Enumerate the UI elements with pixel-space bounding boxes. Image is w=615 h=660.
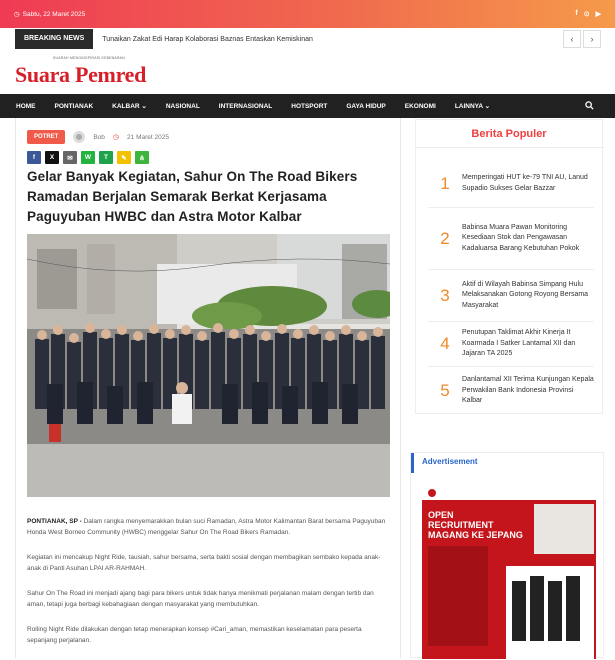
article-photo [27,234,390,497]
nav-kalbar[interactable]: KALBAR ⌄ [112,103,147,110]
logo-text: Suara Pemred [15,62,147,87]
author-name[interactable]: Bob [93,133,105,141]
popular-item[interactable]: 1 Memperingati HUT ke-79 TNI AU, Lanud Supadio Sukses Gelar Bazzar [428,160,594,208]
popular-news-title: Berita Populer [471,128,547,140]
advertisement-banner[interactable]: OPEN RECRUITMENT MAGANG KE JEPANG [422,486,596,659]
top-bar [0,0,615,28]
whatsapp-share-icon[interactable]: W [81,151,95,164]
article-meta [27,130,169,144]
search-icon[interactable] [585,101,594,112]
paragraph-4: Rolling Night Ride dilakukan dengan tetap menerapkan konsep #Cari_aman, memastikan keselamatan para peserta sepanjang perjalanan. [27,626,362,644]
nav-internasional[interactable]: INTERNASIONAL [218,102,273,110]
nav-pontianak[interactable]: PONTIANAK [54,102,94,110]
nav-gaya-hidup[interactable]: GAYA HIDUP [346,102,386,110]
popular-item[interactable]: 5 Danlantamal XII Terima Kunjungan Kepala Perwakilan Bank Indonesia Provinsi Kalbar [440,376,594,405]
facebook-share-icon[interactable]: f [27,151,41,164]
nav-nasional[interactable]: NASIONAL [165,102,200,110]
category-badge[interactable]: POTRET [27,130,65,144]
dateline: PONTIANAK, SP - [27,518,82,525]
x-share-icon[interactable]: X [45,151,59,164]
author-avatar [73,131,85,143]
advertisement-widget [410,452,604,658]
breaking-news-headline[interactable]: Tunaikan Zakat Edi Harap Kolaborasi Baznas Entaskan Kemiskinan [102,35,313,43]
paragraph-3: Sahur On The Road ini menjadi ajang bagi para bikers untuk tidak hanya menikmati perjalanan malam dengan tertib dan aman, tetapi juga berbagi kebahagiaan dengan masyarakat yang membutuhkan. [27,590,374,608]
youtube-icon[interactable]: ▶ [595,11,601,18]
email-share-icon[interactable]: ✉ [63,151,77,164]
main-navigation [0,94,615,118]
nav-home[interactable]: HOME [16,102,36,110]
paragraph-1: PONTIANAK, SP - Dalam rangka menyemarakkan bulan suci Ramadan, Astra Motor Kalimantan Barat bersama Paguyuban Honda West Borneo Community (HWBC) menggelar Sahur On The Road Bikers Ramadan. [27,518,386,536]
facebook-icon[interactable]: f [575,10,578,17]
article-title: Gelar Banyak Kegiatan, Sahur On The Road Bikers Ramadan Berjalan Semarak Berkat Kerjasama Paguyuban HWBC dan Astra Motor Kalbar [27,169,358,224]
instagram-icon[interactable]: ⊙ [583,11,590,18]
share-buttons [27,151,149,164]
popular-item[interactable]: 3 Aktif di Wilayah Babinsa Simpang Hulu Melaksanakan Gotong Royong Bersama Masyarakat [428,270,594,322]
clock-icon: ◷ [112,134,120,141]
popular-item[interactable]: 4 Penutupan Taklimat Akhir Kinerja It Koarmada I Satker Lantamal XII dan Jajaran TA 2025 [428,322,594,367]
breaking-news-label: BREAKING NEWS [15,29,93,49]
advertisement-label: Advertisement [411,453,605,473]
paragraph-2: Kegiatan ini mencakup Night Ride, tausiah, sahur bersama, serta bakti sosial dengan membagikan sembako kepada anak-anak di Panti Asuhan LPAI AR-RAHMAH. [27,554,381,572]
article-date: 21 Maret 2025 [127,133,169,141]
content-divider-left [15,118,16,658]
breaking-news-bar [15,29,601,49]
next-arrow-icon[interactable]: › [583,30,601,48]
logo-tagline: SUARAH MENGINSPIRASI KEBENARAN [53,56,125,60]
copy-share-icon[interactable]: ✎ [117,151,131,164]
clock-icon: ◷ [14,11,20,18]
more-share-icon[interactable]: ⋔ [135,151,149,164]
nav-ekonomi[interactable]: EKONOMI [404,102,436,110]
line-share-icon[interactable]: T [99,151,113,164]
social-links [575,10,601,18]
article-body [27,516,391,660]
prev-arrow-icon[interactable]: ‹ [563,30,581,48]
nav-lainnya[interactable]: LAINNYA ⌄ [454,103,491,110]
popular-item[interactable]: 2 Babinsa Muara Pawan Monitoring Kesediaan Stok dan Pengawasan Kadaluarsa Barang Kebutuhan Pokok [428,208,594,270]
popular-news-widget [415,119,603,414]
nav-hotsport[interactable]: HOTSPORT [291,102,328,110]
date-display [14,10,85,18]
content-divider-right [400,118,401,658]
current-date: Sabtu, 22 Maret 2025 [22,10,86,18]
